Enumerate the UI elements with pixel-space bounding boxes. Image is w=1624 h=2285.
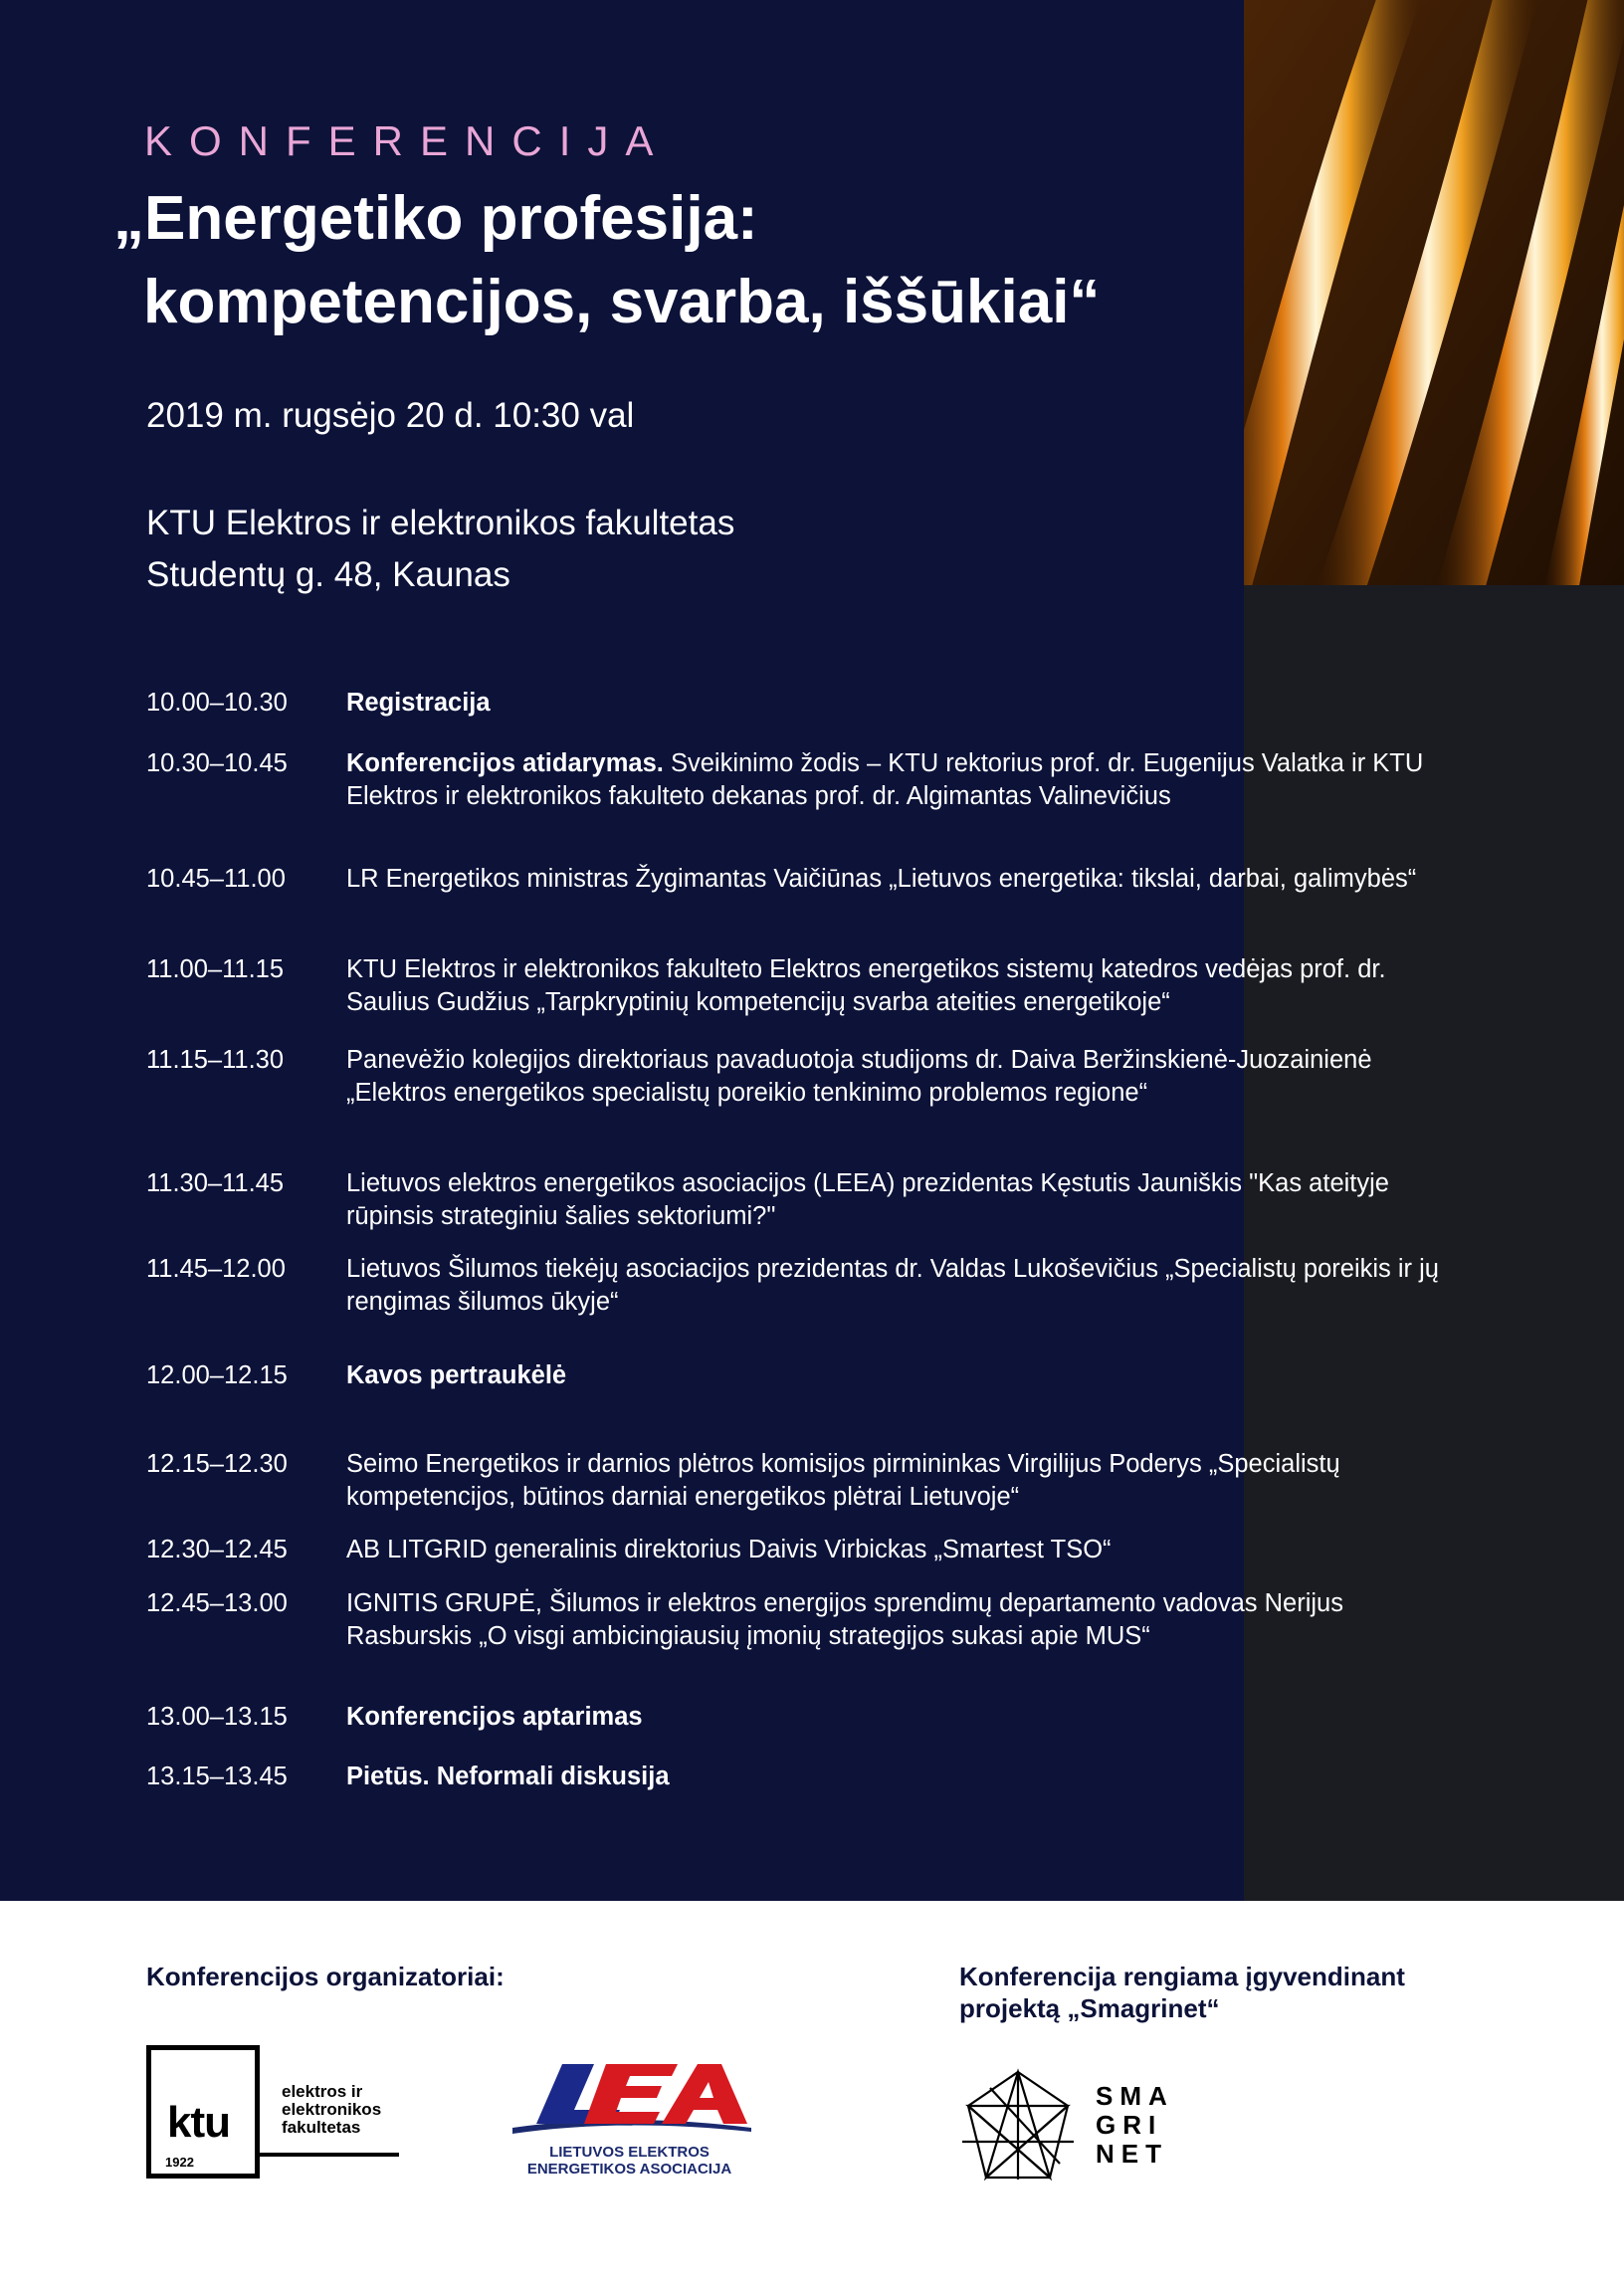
venue-line-1: KTU Elektros ir elektronikos fakultetas bbox=[146, 504, 735, 542]
agenda-time: 12.30–12.45 bbox=[146, 1536, 288, 1563]
leea-emblem-icon bbox=[503, 2058, 756, 2144]
ktu-logo bbox=[146, 2045, 395, 2184]
agenda-time: 12.45–13.00 bbox=[146, 1589, 288, 1617]
agenda-time: 11.45–12.00 bbox=[146, 1255, 286, 1283]
agenda-text: IGNITIS GRUPĖ, Šilumos ir elektros energijos sprendimų departamento vadovas Nerijus Rasburskis „O visgi ambicingiausių įmonių strategijos sukasi apie MUS“ bbox=[346, 1589, 1343, 1650]
title-line-2: kompetencijos, svarba, iššūkiai“ bbox=[143, 268, 1101, 336]
smagrinet-geometric-icon bbox=[960, 2068, 1076, 2183]
agenda-time: 11.15–11.30 bbox=[146, 1046, 285, 1074]
agenda-description bbox=[346, 1534, 1471, 1566]
hero-light-photo bbox=[1244, 0, 1624, 585]
agenda-text: Lietuvos Šilumos tiekėjų asociacijos prezidentas dr. Valdas Lukoševičius „Specialistų poreikis ir jų rengimas šilumos ūkyje“ bbox=[346, 1255, 1439, 1316]
ktu-faculty-name: elektros ir elektronikos fakultetas bbox=[282, 2082, 382, 2137]
agenda-text: AB LITGRID generalinis direktorius Daivis Virbickas „Smartest TSO“ bbox=[346, 1536, 1112, 1563]
agenda-highlight: Registracija bbox=[346, 689, 491, 717]
agenda-text: Lietuvos elektros energetikos asociacijos (LEEA) prezidentas Kęstutis Jauniškis "Kas ateityje rūpinsis strateginiu šalies sektoriumi?" bbox=[346, 1169, 1389, 1230]
agenda-description bbox=[346, 1253, 1471, 1319]
event-type: KONFERENCIJA bbox=[144, 117, 671, 164]
light-streaks-image bbox=[1244, 0, 1624, 585]
agenda-text: Seimo Energetikos ir darnios plėtros komisijos pirmininkas Virgilijus Poderys „Specialistų kompetencijos, būtinos darniai energetikos plėtrai Lietuvoje“ bbox=[346, 1450, 1340, 1511]
agenda-highlight: Kavos pertraukėlė bbox=[346, 1361, 567, 1389]
agenda-description bbox=[346, 687, 1471, 720]
agenda-description bbox=[346, 1587, 1471, 1653]
agenda-description bbox=[346, 863, 1471, 896]
agenda-description bbox=[346, 747, 1471, 813]
leea-logo bbox=[503, 2058, 761, 2178]
agenda-time: 11.30–11.45 bbox=[146, 1169, 285, 1197]
agenda-time: 12.15–12.30 bbox=[146, 1450, 288, 1478]
agenda-text: Sveikinimo žodis – KTU rektorius prof. dr. Eugenijus Valatka ir KTU Elektros ir elektronikos fakulteto dekanas prof. dr. Algimantas Valinevičius bbox=[346, 749, 1424, 810]
ktu-year: 1922 bbox=[165, 2155, 194, 2170]
agenda-time: 11.00–11.15 bbox=[146, 955, 285, 983]
event-datetime: 2019 m. rugsėjo 20 d. 10:30 val bbox=[146, 396, 635, 435]
agenda-time: 12.00–12.15 bbox=[146, 1361, 288, 1389]
agenda-description bbox=[346, 1448, 1471, 1514]
smagrinet-logo bbox=[960, 2068, 1179, 2183]
page-title bbox=[113, 177, 1228, 344]
agenda-time: 10.00–10.30 bbox=[146, 689, 288, 717]
ktu-wordmark: ktu bbox=[167, 2098, 230, 2147]
ktu-logo-frame bbox=[146, 2045, 260, 2179]
agenda-time: 10.30–10.45 bbox=[146, 749, 288, 777]
agenda-highlight: Konferencijos atidarymas. bbox=[346, 749, 664, 777]
agenda-description bbox=[346, 953, 1471, 1019]
agenda-highlight: Pietūs. Neformali diskusija bbox=[346, 1763, 670, 1790]
event-venue bbox=[146, 498, 734, 601]
agenda-text: LR Energetikos ministras Žygimantas Vaičiūnas „Lietuvos energetika: tikslai, darbai, galimybės“ bbox=[346, 865, 1417, 893]
smagrinet-wordmark: SMA GRI NET bbox=[1096, 2081, 1173, 2169]
organizers-label: Konferencijos organizatoriai: bbox=[146, 1962, 505, 1991]
project-label: Konferencija rengiama įgyvendinant projektą „Smagrinet“ bbox=[959, 1962, 1405, 2023]
leea-full-name: LIETUVOS ELEKTROS ENERGETIKOS ASOCIACIJA bbox=[526, 2144, 732, 2178]
agenda-description bbox=[346, 1359, 1471, 1392]
agenda-highlight: Konferencijos aptarimas bbox=[346, 1703, 643, 1731]
agenda-time: 13.15–13.45 bbox=[146, 1763, 288, 1790]
agenda-time: 10.45–11.00 bbox=[146, 865, 286, 893]
agenda-text: Panevėžio kolegijos direktoriaus pavaduotoja studijoms dr. Daiva Beržinskienė-Juozainienė „Elektros energetikos specialistų poreikio tenkinimo problemos regione“ bbox=[346, 1046, 1372, 1107]
title-line-1: „Energetiko profesija: bbox=[113, 184, 758, 253]
agenda-description bbox=[346, 1761, 1471, 1793]
agenda-description bbox=[346, 1701, 1471, 1734]
agenda-text: KTU Elektros ir elektronikos fakulteto Elektros energetikos sistemų katedros vedėjas prof. dr. Saulius Gudžius „Tarpkryptinių kompetencijų svarba ateities energetikoje“ bbox=[346, 955, 1386, 1016]
agenda-time: 13.00–13.15 bbox=[146, 1703, 288, 1731]
ktu-underline bbox=[260, 2153, 399, 2157]
venue-line-2: Studentų g. 48, Kaunas bbox=[146, 555, 510, 594]
agenda-description bbox=[346, 1167, 1471, 1233]
agenda-description bbox=[346, 1044, 1471, 1110]
